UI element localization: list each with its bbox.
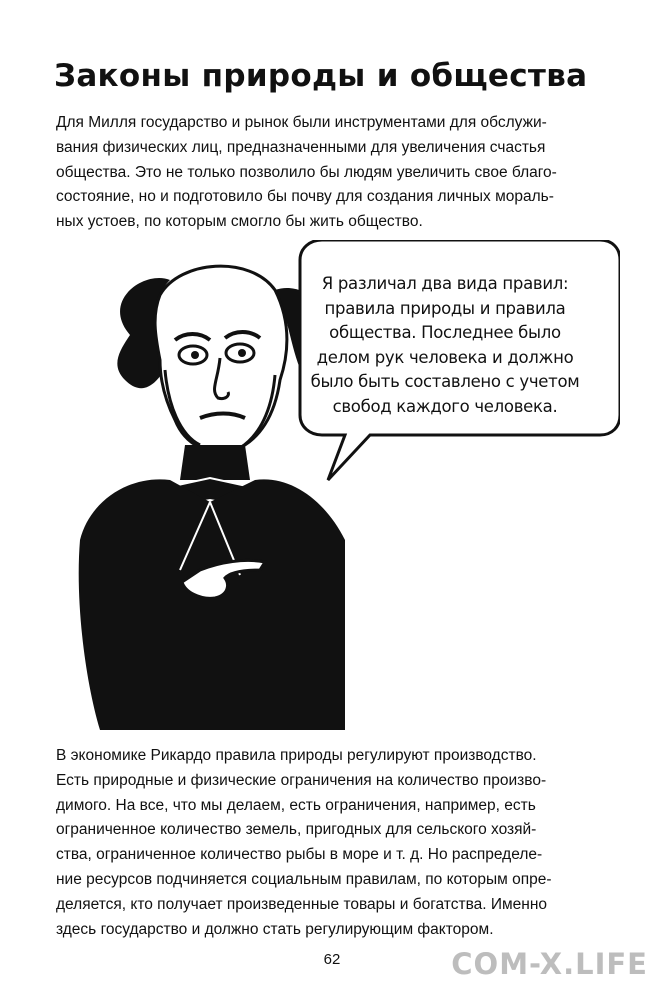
text-line: Для Милля государство и рынок были инструментами для обслужи- <box>56 114 547 131</box>
page-title: Законы природы и общества <box>54 58 588 94</box>
text-line: В экономике Рикардо правила природы регулируют производство. <box>56 747 537 764</box>
text-line: вания физических лиц, предназначенными для увеличения счастья <box>56 138 546 156</box>
bubble-line: правила природы и правила <box>324 298 566 318</box>
page-number: 62 <box>323 951 341 968</box>
text-line: ограниченное количество земель, пригодных для сельского хозяй- <box>56 821 537 839</box>
collar <box>180 445 250 480</box>
intro-paragraph <box>56 111 616 235</box>
text-line: ства, ограниченное количество рыбы в море и т. д. Но распределе- <box>56 846 543 864</box>
text-line: состояние, но и подготовило бы почву для создания личных мораль- <box>56 188 554 206</box>
bubble-line: было быть составлено с учетом <box>310 372 580 392</box>
text-line: димого. На все, что мы делаем, есть ограничения, например, есть <box>56 796 536 814</box>
coat <box>79 479 345 730</box>
bubble-line: свобод каждого человека. <box>332 396 558 416</box>
text-line: ние ресурсов подчиняется социальным правилам, по которым опре- <box>56 870 552 888</box>
bubble-line: Я различал два вида правил: <box>321 274 569 293</box>
watermark: COM-X.LIFE <box>451 947 648 981</box>
text-line: общества. Это не только позволило бы людям увеличить свое благо- <box>56 163 557 181</box>
text-line: ных устоев, по которым смогло бы жить общество. <box>56 213 423 231</box>
bubble-line: общества. Последнее было <box>329 323 561 343</box>
body-paragraph <box>56 744 616 942</box>
text-line: Есть природные и физические ограничения на количество произво- <box>56 771 547 789</box>
speech-bubble-text <box>282 272 608 420</box>
text-line: деляется, кто получает произведенные товары и богатства. Именно <box>56 895 548 913</box>
bubble-line: делом рук человека и должно <box>316 347 574 367</box>
text-line: здесь государство и должно стать регулирующим фактором. <box>56 920 494 938</box>
